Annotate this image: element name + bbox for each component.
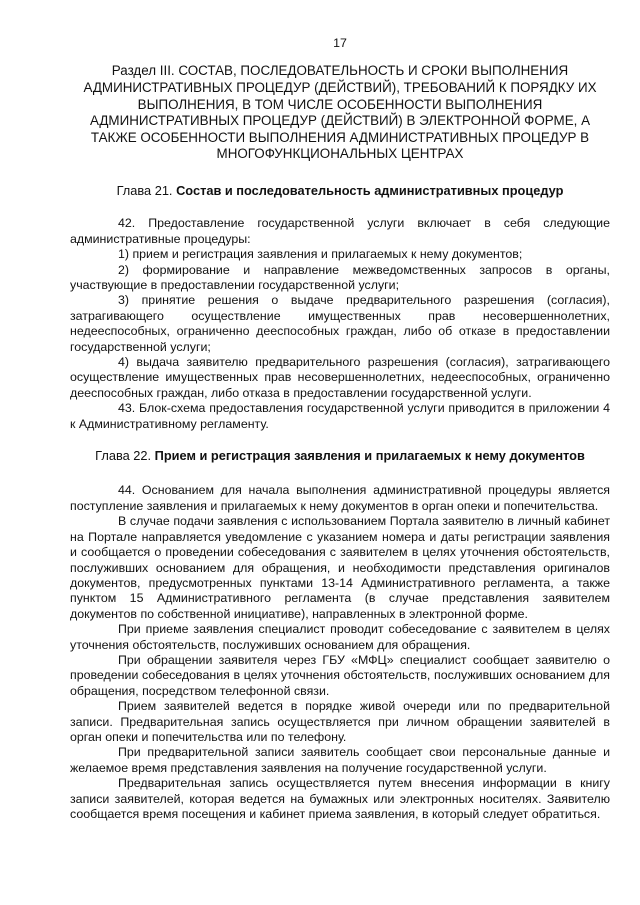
chapter-21-prefix: Глава 21.	[116, 182, 173, 198]
paragraph-44: 44. Основанием для начала выполнения административной процедуры является поступление заявления и прилагаемых к нему документов в орган опеки и попечительства.	[70, 483, 610, 513]
paragraph-prebooking: При предварительной записи заявитель сообщает свои персональные данные и желаемое время представления заявления на получение государственной услуги.	[70, 745, 610, 775]
page-number: 17	[333, 36, 347, 50]
chapter-22-prefix: Глава 22.	[95, 448, 152, 464]
paragraph-register: Предварительная запись осуществляется путем внесения информации в книгу записи заявителей, которая ведется на бумажных или электронных носителях. Заявителю сообщается время посещения и кабинет приема заявления, в который следует обратиться.	[70, 776, 610, 821]
paragraph-queue: Прием заявителей ведется в порядке живой очереди или по предварительной записи. Предварительная запись осуществляется при личном обращении заявителей в орган опеки и попечительства или по телефону.	[70, 699, 610, 744]
chapter-21-title: Состав и последовательность административных процедур	[176, 182, 564, 198]
list-item-4: 4) выдача заявителю предварительного разрешения (согласия), затрагивающего осуществление имущественных прав несовершеннолетних, недееспособных, ограниченно дееспособных граждан, либо отказа в предоставлении государственной услуги.	[70, 355, 610, 400]
chapter-22-heading	[70, 448, 610, 463]
section-title: Раздел III. СОСТАВ, ПОСЛЕДОВАТЕЛЬНОСТЬ И СРОКИ ВЫПОЛНЕНИЯ АДМИНИСТРАТИВНЫХ ПРОЦЕДУР (ДЕЙСТВИЙ), ТРЕБОВАНИЙ К ПОРЯДКУ ИХ ВЫПОЛНЕНИЯ, В ТОМ ЧИСЛЕ ОСОБЕННОСТИ ВЫПОЛНЕНИЯ АДМИНИСТРАТИВНЫХ ПРОЦЕДУР (ДЕЙСТВИЙ) В ЭЛЕКТРОННОЙ ФОРМЕ, А ТАКЖЕ ОСОБЕННОСТИ ВЫПОЛНЕНИЯ АДМИНИСТРАТИВНЫХ ПРОЦЕДУР В МНОГОФУНКЦИОНАЛЬНЫХ ЦЕНТРАХ	[83, 63, 597, 162]
list-item-2: 2) формирование и направление межведомственных запросов в органы, участвующие в предоставлении государственной услуги;	[70, 262, 610, 292]
paragraph-mfc: При обращении заявителя через ГБУ «МФЦ» специалист сообщает заявителю о проведении собеседования в целях уточнения обстоятельств, послуживших основанием для обращения, посредством телефонной связи.	[70, 652, 610, 698]
list-item-3: 3) принятие решения о выдаче предварительного разрешения (согласия), затрагивающего осуществление имущественных прав несовершеннолетних, недееспособных, ограниченно дееспособных граждан, либо об отказе в предоставлении государственной услуги;	[70, 293, 610, 354]
paragraph-42: 42. Предоставление государственной услуги включает в себя следующие административные процедуры:	[70, 216, 610, 246]
list-item-1: 1) прием и регистрация заявления и прилагаемых к нему документов;	[118, 247, 523, 262]
chapter-22-body	[70, 483, 610, 822]
chapter-22-title: Прием и регистрация заявления и прилагаемых к нему документов	[154, 448, 585, 464]
chapter-21-body	[70, 216, 610, 432]
paragraph-43: 43. Блок-схема предоставления государственной услуги приводится в приложении 4 к Административному регламенту.	[70, 401, 610, 431]
paragraph-interview: При приеме заявления специалист проводит собеседование с заявителем в целях уточнения обстоятельств, послуживших основанием для обращения.	[70, 622, 610, 652]
chapter-21-heading	[70, 183, 610, 198]
paragraph-portal: В случае подачи заявления с использованием Портала заявителю в личный кабинет на Портале направляется уведомление с указанием номера и даты регистрации заявления и сообщается о проведении собеседования с заявителем в целях уточнения обстоятельств, послуживших основанием для обращения, и необходимости представления оригиналов документов, предусмотренных пунктами 13-14 Административного регламента, а также пунктом 15 Административного регламента (в случае представления заявителем документов по собственной инициативе), направленных в электронной форме.	[70, 514, 610, 621]
